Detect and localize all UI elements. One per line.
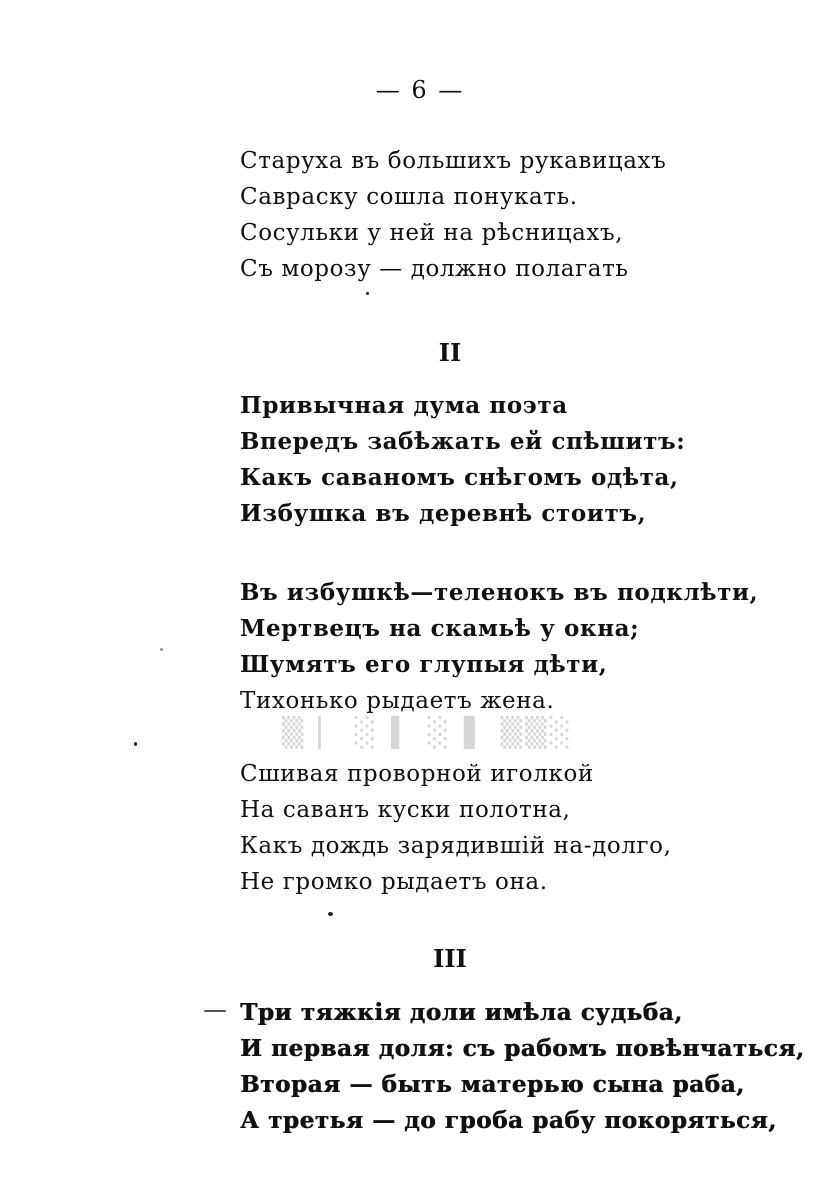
scan-speck [328,912,333,916]
stanza-4 [240,756,800,900]
verse-line: Впередъ забѣжать ей спѣшитъ: [240,428,686,455]
verse-line: Съ морозу — должно полагать [240,256,629,282]
section-heading-iii: III [433,944,467,973]
verse-line: Вторая — быть матерью сына раба, [240,1071,745,1098]
scan-dash [204,1010,226,1012]
verse-line: Какъ дождь зарядившій на-долго, [240,833,672,859]
scan-speck [366,292,369,295]
stanza-1 [240,143,800,287]
verse-line: А третья — до гроба рабу покоряться, [240,1107,777,1134]
verse-line: Старуха въ большихъ рукавицахъ [240,148,667,174]
verse-line: Сшивая проворной иголкой [240,761,594,787]
scan-speck [160,648,163,651]
verse-line: Въ избушкѣ—теленокъ въ подклѣти, [240,579,759,606]
verse-line: Привычная дума поэта [240,392,568,419]
stanza-5 [240,995,805,1139]
stanza-2 [240,388,800,532]
verse-line: Шумятъ его глупыя дѣти, [240,651,608,678]
verse-line: На саванъ куски полотна, [240,797,571,823]
verse-line: Савраску сошла понукать. [240,184,578,210]
verse-line: И первая доля: съ рабомъ повѣнчаться, [240,1035,805,1062]
verse-line: Мертвецъ на скамьѣ у окна; [240,615,640,642]
verse-line: Какъ саваномъ снѣгомъ одѣта, [240,464,679,491]
page-number: — 6 — [375,76,465,104]
stanza-3 [240,575,800,719]
bleed-through-artifact: ▒ ▏ ░ ▍ ░ ▌ ▒▒░ [282,716,575,749]
section-heading-ii: II [438,338,462,367]
verse-line: Сосульки у ней на рѣсницахъ, [240,220,624,246]
scan-speck [134,742,137,746]
verse-line: Избушка въ деревнѣ стоитъ, [240,500,647,527]
verse-line: Не громко рыдаетъ она. [240,869,548,895]
verse-line: Тихонько рыдаетъ жена. [240,688,555,714]
verse-line: Три тяжкія доли имѣла судьба, [240,999,683,1026]
